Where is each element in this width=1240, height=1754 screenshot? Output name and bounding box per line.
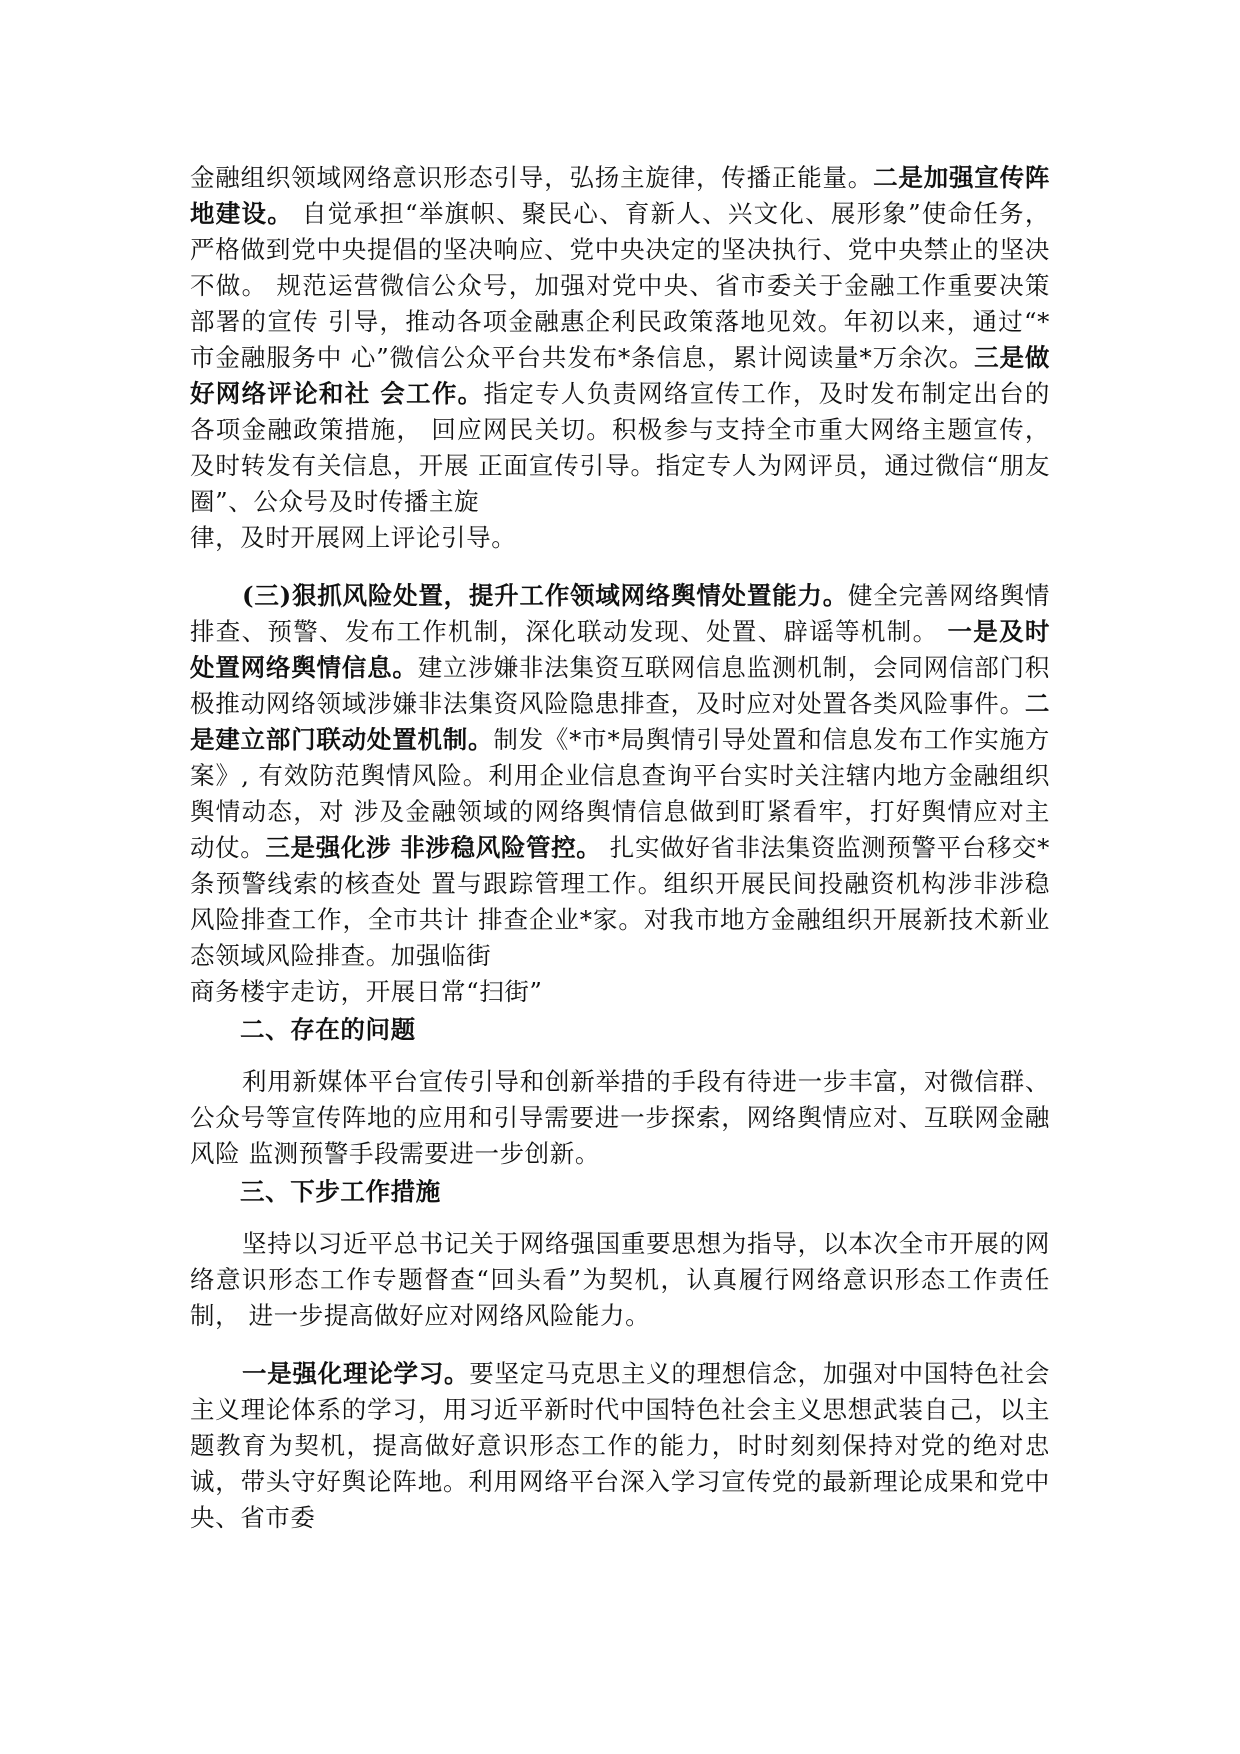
text-segment: 指定专人负责网络宣传工作，及时发布制定出台的各项金融政策措施， 回应网民关切。积极参与支持全市重大网络主题宣传，及时转发有关信息，开展 正面宣传引导。指定专人为网评员，通过微信“朋友圈”、公众号及时传播主旋 xyxy=(190,379,1050,516)
bold-point-one: 一是及时处置网络舆情信息。 xyxy=(190,617,1050,682)
paragraph-next-steps: 坚持以习近平总书记关于网络强国重要思想为指导，以本次全市开展的网络意识形态工作专题督查“回头看”为契机，认真履行网络意识形态工作责任制， 进一步提高做好应对网络风险能力。 xyxy=(190,1229,1050,1330)
bold-point-one: 一是强化理论学习。 xyxy=(242,1359,470,1388)
paragraph-tail: 律，及时开展网上评论引导。 xyxy=(190,523,517,552)
text-segment: 健全完善网络舆情排查、预警、发布工作机制，深化联动发现、处置、辟谣等机制。 xyxy=(190,581,1050,646)
text-segment: 金融组织领域网络意识形态引导，弘扬主旋律，传播正能量。 xyxy=(190,163,874,192)
bold-point-three: 三是强化涉 非涉稳风险管控。 xyxy=(265,833,602,862)
paragraph-problems: 利用新媒体平台宣传引导和创新举措的手段有待进一步丰富，对微信群、公众号等宣传阵地的应用和引导需要进一步探索，网络舆情应对、互联网金融风险 监测预警手段需要进一步创新。 xyxy=(190,1067,1050,1168)
paragraph-risk-handling xyxy=(190,578,1050,974)
bold-point-two: 二是加强宣传阵地建设。 xyxy=(190,163,1050,228)
paragraph-theory-study xyxy=(190,1356,1050,1536)
text-segment: 制发《*市*局舆情引导处置和信息发布工作实施方案》, 有效防范舆情风险。利用企业信息查询平台实时关注辖内地方金融组织舆情动态，对 涉及金融领域的网络舆情信息做到盯紧看牢，打好舆情应对主动仗。 xyxy=(190,725,1050,862)
document-page xyxy=(190,160,1050,1536)
bold-point-two: 二是建立部门联动处置机制。 xyxy=(190,689,1050,754)
text-segment: 建立涉嫌非法集资互联网信息监测机制，会同网信部门积极推动网络领域涉嫌非法集资风险隐患排查，及时应对处置各类风险事件。 xyxy=(190,653,1050,718)
section-heading-problems: 二、存在的问题 xyxy=(240,1015,416,1044)
section-heading-next-steps: 三、下步工作措施 xyxy=(240,1177,441,1206)
text-segment: 扎实做好省非法集资监测预警平台移交*条预警线索的核查处 置与跟踪管理工作。组织开展民间投融资机构涉非涉稳风险排查工作，全市共计 排查企业*家。对我市地方金融组织开展新技术新业态领域风险排查。加强临街 xyxy=(190,833,1050,970)
paragraph-tail: 商务楼宇走访，开展日常“扫街” xyxy=(190,977,543,1006)
text-segment: 自觉承担“举旗帜、聚民心、育新人、兴文化、展形象”使命任务，严格做到党中央提倡的坚决响应、党中央决定的坚决执行、党中央禁止的坚决不做。 规范运营微信公众号，加强对党中央、省市委关于金融工作重要决策部署的宣传 引导，推动各项金融惠企利民政策落地见效。年初以来，通过“*市金融服务中 心”微信公众平台共发布*条信息，累计阅读量*万余次。 xyxy=(190,199,1051,372)
bold-point-three: 三是做好网络评论和社 会工作。 xyxy=(190,343,1050,408)
bold-section-three: (三)狠抓风险处置，提升工作领域网络舆情处置能力。 xyxy=(242,581,848,610)
text-segment: 要坚定马克思主义的理想信念，加强对中国特色社会主义理论体系的学习，用习近平新时代中国特色社会主义思想武装自己，以主题教育为契机，提高做好意识形态工作的能力，时时刻刻保持对党的绝对忠诚，带头守好舆论阵地。利用网络平台深入学习宣传党的最新理论成果和党中央、省市委 xyxy=(190,1359,1050,1532)
paragraph-propaganda xyxy=(190,160,1050,520)
